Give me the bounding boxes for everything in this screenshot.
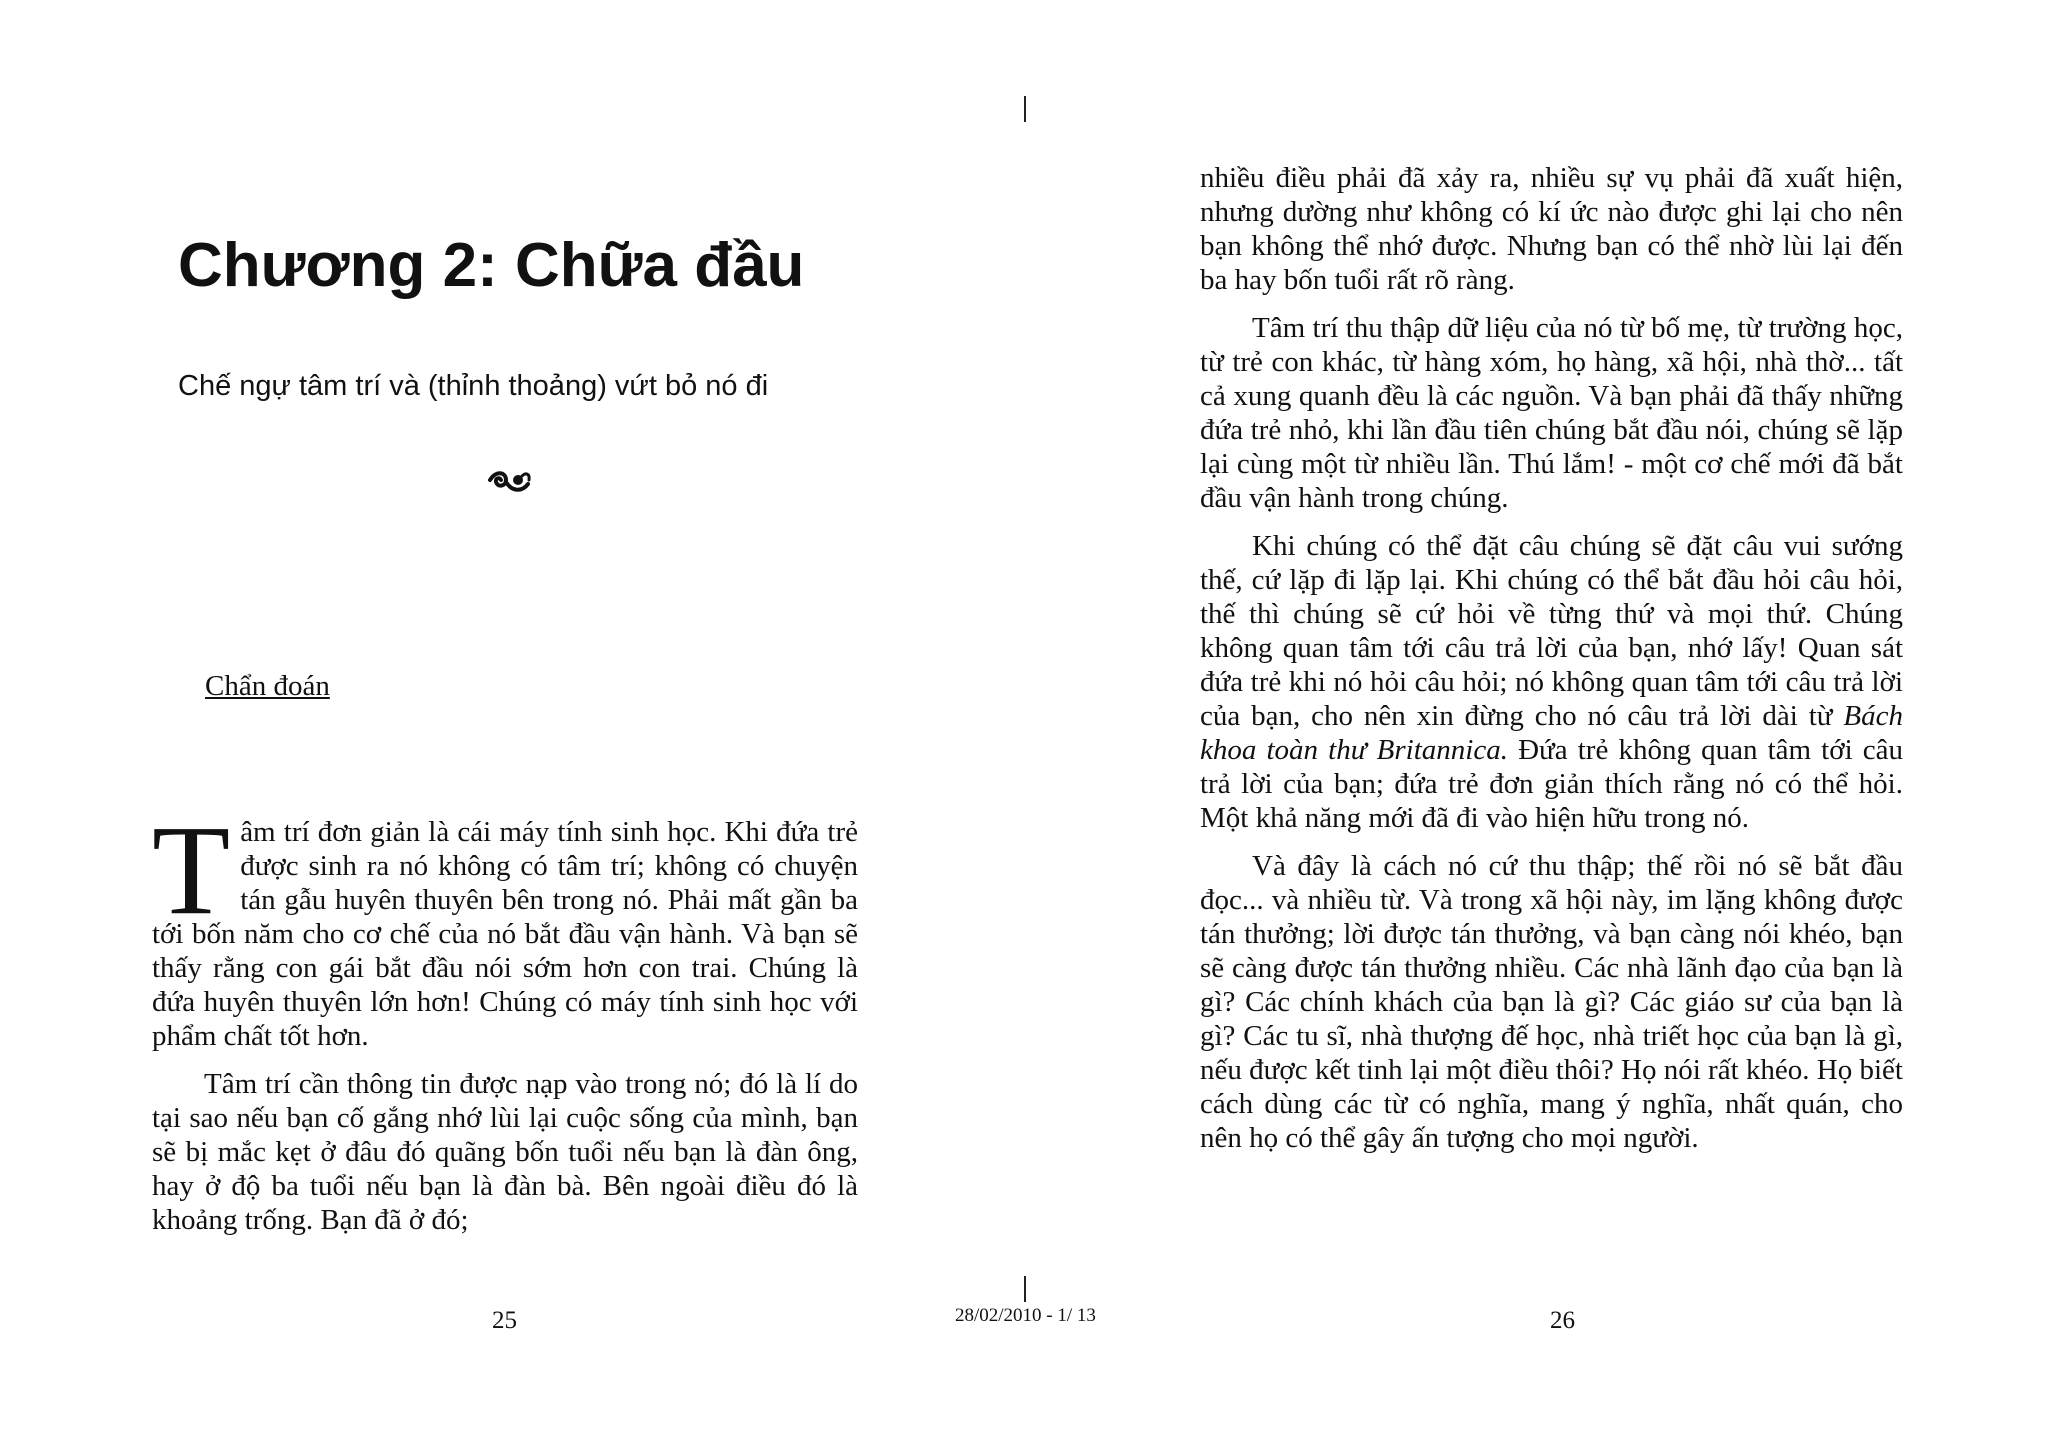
footer-date: 28/02/2010 - 1/ 13 [955,1305,1096,1326]
chapter-title: Chương 2: Chữa đầu [178,231,805,300]
page-number: 25 [492,1307,517,1334]
paragraph-text: Khi chúng có thể đặt câu chúng sẽ đặt câu vui sướng thế, cứ lặp đi lặp lại. Khi chúng có thể bắt đầu hỏi câu hỏi, thế thì chúng sẽ cứ hỏi về từng thứ và mọi thứ. Chúng không quan tâm tới câu trả lời của bạn, nhớ lấy! Quan sát đứa trẻ khi nó hỏi câu hỏi; nó không quan tâm tới câu trả lời của bạn, cho nên xin đừng cho nó câu trả lời dài từ [1200,530,1903,732]
right-body-text [1200,161,1903,1169]
page-number: 26 [1550,1307,1575,1334]
paragraph-text: Đứa trẻ không quan tâm tới câu trả lời của bạn; đứa trẻ đơn giản thích rằng nó có thể hỏi. Một khả năng mới đã đi vào hiện hữu trong nó. [1200,734,1903,834]
paragraph: Tâm trí cần thông tin được nạp vào trong nó; đó là lí do tại sao nếu bạn cố gắng nhớ lùi lại cuộc sống của mình, bạn sẽ bị mắc kẹt ở đâu đó quãng bốn tuổi nếu bạn là đàn ông, hay ở độ ba tuổi nếu bạn là đàn bà. Bên ngoài điều đó là khoảng trống. Bạn đã ở đó; [152,1068,858,1236]
paragraph: Tâm trí thu thập dữ liệu của nó từ bố mẹ, từ trường học, từ trẻ con khác, từ hàng xóm, họ hàng, xã hội, nhà thờ... tất cả xung quanh đều là các nguồn. Và bạn phải đã thấy những đứa trẻ nhỏ, khi lần đầu tiên chúng bắt đầu nói, chúng sẽ lặp lại cùng một từ nhiều lần. Thú lắm! - một cơ chế mới đã bắt đầu vận hành trong chúng. [1200,312,1903,514]
paragraph: nhiều điều phải đã xảy ra, nhiều sự vụ phải đã xuất hiện, nhưng dường như không có kí ức nào được ghi lại cho nên bạn không thể nhớ được. Nhưng bạn có thể nhờ lùi lại đến ba hay bốn tuổi rất rõ ràng. [1200,162,1903,296]
section-heading: Chẩn đoán [205,670,330,702]
paragraph-text: âm trí đơn giản là cái máy tính sinh học. Khi đứa trẻ được sinh ra nó không có tâm trí; không có chuyện tán gẫu huyên thuyên bên trong nó. Phải mất gần ba tới bốn năm cho cơ chế của nó bắt đầu vận hành. Và bạn sẽ thấy rằng con gái bắt đầu nói sớm hơn con trai. Chúng là đứa huyên thuyên lớn hơn! Chúng có máy tính sinh học với phẩm chất tốt hơn. [152,816,858,1052]
book-title: Bách khoa toàn thư Britannica. [1200,700,1903,766]
paragraph [1200,529,1903,835]
dropcap: T [152,799,231,941]
paragraph: Và đây là cách nó cứ thu thập; thế rồi nó sẽ bắt đầu đọc... và nhiều từ. Và trong xã hội này, im lặng không được tán thưởng; lời được tán thưởng, và bạn càng nói khéo, bạn sẽ càng được tán thưởng nhiều. Các nhà lãnh đạo của bạn là gì? Các chính khách của bạn là gì? Các giáo sư của bạn là gì? Các tu sĩ, nhà thượng đế học, nhà triết học của bạn là gì, nếu được kết tinh lại một điều thôi? Họ nói rất khéo. Họ biết cách dùng các từ có nghĩa, mang ý nghĩa, nhất quán, cho nên họ có thể gây ấn tượng cho mọi người. [1200,850,1903,1154]
chapter-subtitle: Chế ngự tâm trí và (thỉnh thoảng) vứt bỏ nó đi [178,370,769,402]
